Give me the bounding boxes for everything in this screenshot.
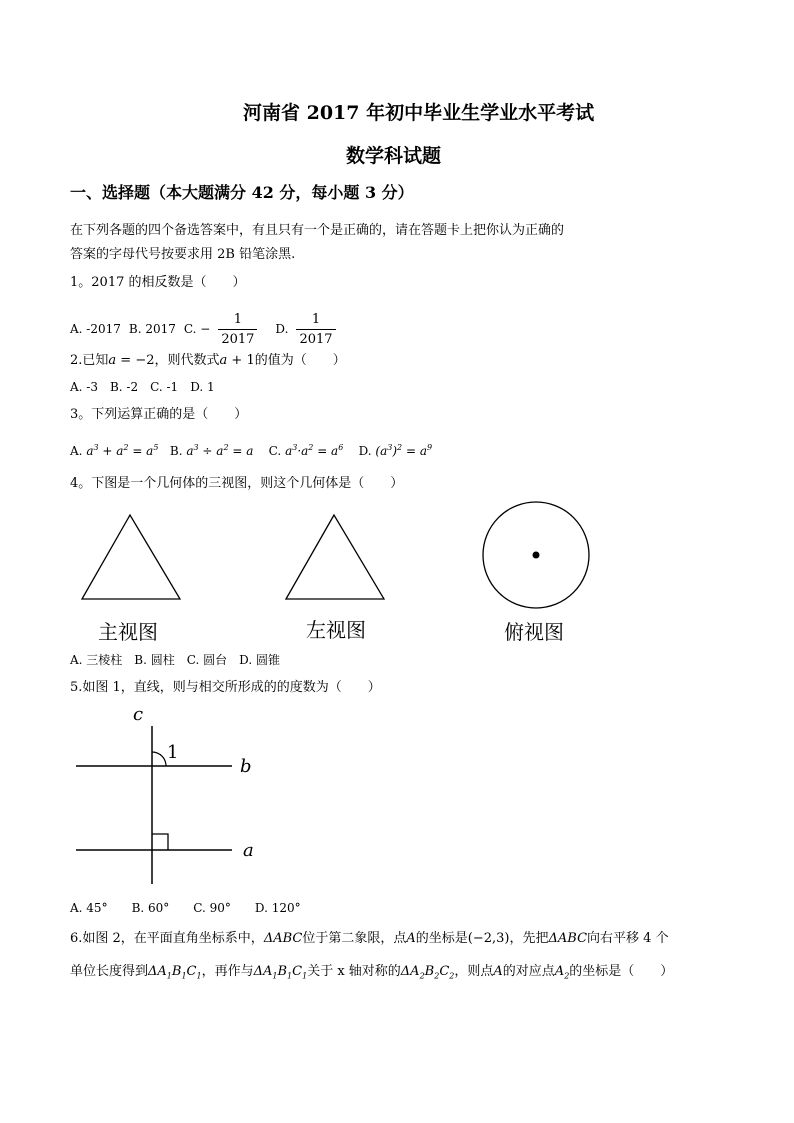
question-4-options: A. 三棱柱 B. 圆柱 C. 圆台 D. 圆锥 xyxy=(70,653,280,667)
q6-l2-point-a2: $A_2$ xyxy=(554,964,570,981)
front-view-label: 主视图 xyxy=(98,620,158,644)
q6-l1-post: ，先把 xyxy=(509,931,549,946)
q6-l2-tri1b: $\Delta A_1B_1C_1$ xyxy=(253,964,308,981)
q3-option-d-label: D. xyxy=(358,444,372,458)
q1-d-numerator: 1 xyxy=(311,312,321,327)
question-5-options: A. 45° B. 60° C. 90° D. 120° xyxy=(70,901,301,915)
q6-l2-pre: 单位长度得到 xyxy=(70,964,149,979)
question-4-stem: 4。下图是一个几何体的三视图，则这个几何体是（ ） xyxy=(70,476,404,491)
q3-option-d-expr: $(a^3)^2 = a^9$ xyxy=(375,443,433,458)
q6-l1-coord: (−2,3) xyxy=(467,931,510,946)
q3-option-b-label: B. xyxy=(169,444,183,458)
question-3-stem: 3。下列运算正确的是（ ） xyxy=(70,407,248,422)
q6-l2-tri2: $\Delta A_2B_2C_2$ xyxy=(400,964,455,981)
q6-l2-post2: 的对应点 xyxy=(502,964,555,979)
q1-option-c: C. − xyxy=(183,322,211,336)
question-6-line-2 xyxy=(70,962,673,986)
q6-l2-end: 的坐标是（ ） xyxy=(569,964,674,979)
page-title: 河南省 2017 年初中毕业生学业水平考试 xyxy=(243,102,595,124)
angle-1-arc xyxy=(152,752,166,766)
q6-l1-point-a: A xyxy=(406,931,416,946)
section-heading: 一、选择题（本大题满分 42 分，每小题 3 分） xyxy=(70,183,414,202)
instructions-line-1: 在下列各题的四个备选答案中，有且只有一个是正确的，请在答题卡上把你认为正确的 xyxy=(70,223,565,238)
instructions-line-2: 答案的字母代号按要求用 2B 铅笔涂黑. xyxy=(70,247,296,262)
q2-expr-tail: + 1 xyxy=(227,353,255,368)
label-a: a xyxy=(243,840,254,861)
q3-option-a-label: A. xyxy=(70,444,83,458)
q1-c-denominator: 2017 xyxy=(218,329,257,349)
label-c: c xyxy=(133,704,144,725)
q3-option-c-label: C. xyxy=(268,444,282,458)
question-6-line-1 xyxy=(70,929,669,948)
q2-cond-var: a xyxy=(108,353,117,368)
q6-l1-pre: 6.如图 2，在平面直角坐标系中， xyxy=(70,931,264,946)
label-angle-1: 1 xyxy=(167,742,179,763)
question-1-stem: 1。2017 的相反数是（ ） xyxy=(70,275,246,290)
q3-option-c-expr: $a^3\cdot a^2 = a^6$ xyxy=(285,443,344,458)
q1-c-numerator: 1 xyxy=(233,312,243,327)
q6-l2-post: ，则点 xyxy=(454,964,494,979)
label-b: b xyxy=(240,756,252,777)
q3-option-b-expr: $a^3 \div a^2 = a$ xyxy=(186,443,254,458)
q3-option-a-expr: $a^3 + a^2 = a^5$ xyxy=(86,443,159,458)
right-angle-mark xyxy=(152,834,168,850)
q6-l1-tri2: ΔABC xyxy=(548,931,588,946)
q2-stem-pre: 2.已知 xyxy=(70,353,109,368)
q6-l2-mid: ，再作与 xyxy=(201,964,254,979)
q6-l2-point-a: A xyxy=(493,964,503,979)
question-5-stem: 5.如图 1，直线，则与相交所形成的的度数为（ ） xyxy=(70,680,381,695)
q6-l1-coord-pre: 的坐标是 xyxy=(415,931,468,946)
q6-l1-end: 向右平移 4 个 xyxy=(587,931,669,946)
top-view-label: 俯视图 xyxy=(504,620,564,644)
q1-option-b: B. 2017 xyxy=(128,322,176,336)
q2-expr-var: a xyxy=(219,353,228,368)
q2-stem-mid: ，则代数式 xyxy=(154,353,220,368)
q6-l2-tri1: $\Delta A_1B_1C_1$ xyxy=(148,964,202,981)
q1-d-denominator: 2017 xyxy=(296,329,335,349)
question-2-options: A. -3 B. -2 C. -1 D. 1 xyxy=(70,380,215,394)
q6-l2-mid2: 关于 x 轴对称的 xyxy=(307,964,401,979)
q6-l1-tri: ΔABC xyxy=(263,931,303,946)
q1-option-a: A. -2017 xyxy=(70,322,121,336)
side-view-label: 左视图 xyxy=(306,618,366,642)
q2-stem-post: 的值为（ ） xyxy=(254,353,346,368)
q2-cond-eq: = −2 xyxy=(116,353,155,368)
q1-option-d: D. xyxy=(275,322,289,336)
page-subtitle: 数学科试题 xyxy=(346,145,442,167)
q6-l1-mid: 位于第二象限，点 xyxy=(302,931,407,946)
